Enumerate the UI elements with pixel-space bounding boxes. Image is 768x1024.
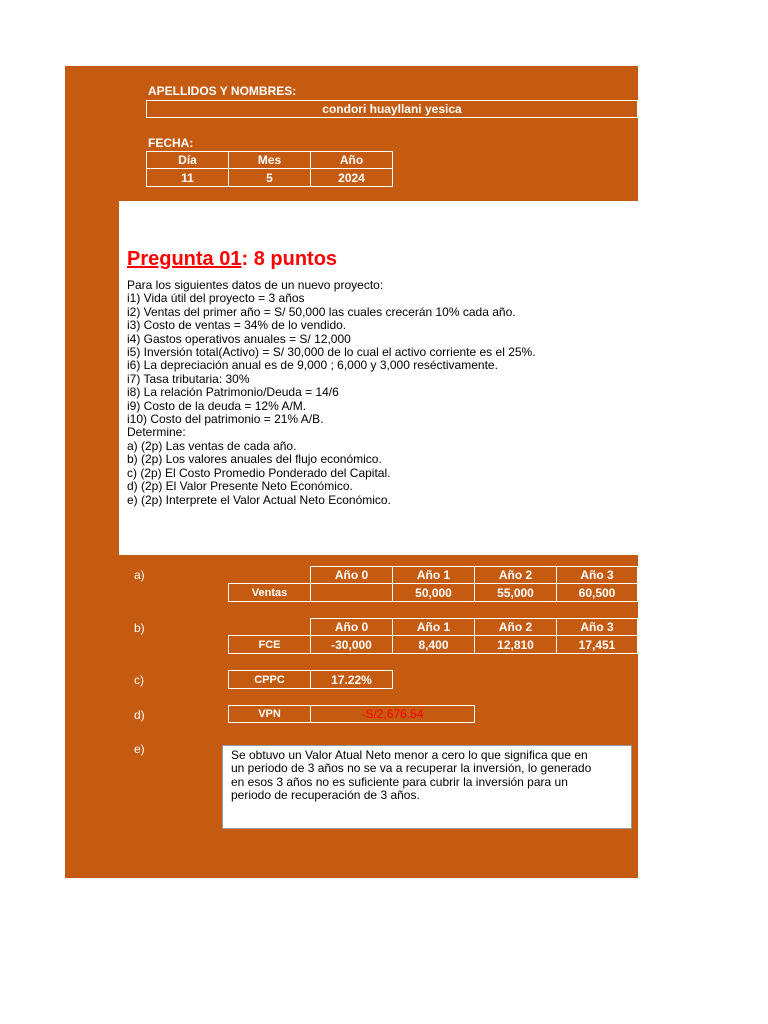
names-field[interactable] bbox=[146, 100, 638, 118]
ventas-year3-cell[interactable]: 60,500 bbox=[556, 583, 638, 602]
interpretation-textbox[interactable] bbox=[222, 745, 632, 829]
a-header-year3: Año 3 bbox=[556, 566, 638, 584]
question-line: i8) La relación Patrimonio/Deuda = 14/6 bbox=[127, 385, 339, 400]
answer-b-label: b) bbox=[134, 621, 145, 635]
answer-e-label: e) bbox=[134, 742, 145, 756]
answer-a-label: a) bbox=[134, 568, 145, 582]
question-text bbox=[127, 279, 632, 507]
b-header-year3: Año 3 bbox=[556, 618, 638, 636]
b-header-year1: Año 1 bbox=[392, 618, 475, 636]
a-header-year0: Año 0 bbox=[310, 566, 393, 584]
interpretation-line: un periodo de 3 años no se va a recuperar la inversión, lo generado bbox=[231, 761, 592, 776]
date-day-cell[interactable]: 11 bbox=[146, 168, 229, 187]
answer-c-label: c) bbox=[134, 673, 144, 687]
question-line: c) (2p) El Costo Promedio Ponderado del Capital. bbox=[127, 465, 391, 480]
question-line: i6) La depreciación anual es de 9,000 ; 6,000 y 3,000 reséctivamente. bbox=[127, 358, 498, 373]
cppc-value-cell[interactable]: 17.22% bbox=[310, 670, 393, 689]
question-line: i2) Ventas del primer año = S/ 50,000 las cuales crecerán 10% cada año. bbox=[127, 304, 516, 319]
question-line: i3) Costo de ventas = 34% de lo vendido. bbox=[127, 318, 347, 333]
b-header-year0: Año 0 bbox=[310, 618, 393, 636]
a-header-year2: Año 2 bbox=[474, 566, 557, 584]
date-header-month: Mes bbox=[228, 151, 311, 169]
question-line: i4) Gastos operativos anuales = S/ 12,000 bbox=[127, 331, 351, 346]
fce-label-cell: FCE bbox=[228, 635, 311, 654]
question-line: i10) Costo del patrimonio = 21% A/B. bbox=[127, 412, 324, 427]
ventas-year0-cell[interactable] bbox=[310, 583, 393, 602]
interpretation-line: Se obtuvo un Valor Atual Neto menor a cero lo que significa que en bbox=[231, 748, 588, 762]
fce-year3-cell[interactable]: 17,451 bbox=[556, 635, 638, 654]
date-year-cell[interactable]: 2024 bbox=[310, 168, 393, 187]
vpn-value-cell[interactable]: -S/2,676.54 bbox=[310, 705, 475, 723]
question-title bbox=[127, 248, 337, 271]
ventas-label-cell: Ventas bbox=[228, 583, 311, 602]
question-line: e) (2p) Interprete el Valor Actual Neto Económico. bbox=[127, 492, 391, 507]
fce-year1-cell[interactable]: 8,400 bbox=[392, 635, 475, 654]
date-header-year: Año bbox=[310, 151, 393, 169]
interpretation-line: en esos 3 años no es suficiente para cubrir la inversión para un bbox=[231, 774, 568, 789]
names-label: APELLIDOS Y NOMBRES: bbox=[148, 84, 297, 98]
fecha-label: FECHA: bbox=[148, 136, 194, 150]
names-value: condori huayllani yesica bbox=[322, 102, 462, 116]
question-line: i7) Tasa tributaria: 30% bbox=[127, 371, 250, 386]
date-header-day: Día bbox=[146, 151, 229, 169]
question-line: i5) Inversión total(Activo) = S/ 30,000 de lo cual el activo corriente es el 25%. bbox=[127, 345, 536, 360]
interpretation-line: periodo de recuperación de 3 años. bbox=[231, 787, 420, 802]
cppc-label-cell: CPPC bbox=[228, 670, 311, 689]
vpn-label-cell: VPN bbox=[228, 705, 311, 723]
question-title-number: Pregunta 01 bbox=[127, 248, 242, 270]
question-line: Determine: bbox=[127, 425, 186, 440]
ventas-year2-cell[interactable]: 55,000 bbox=[474, 583, 557, 602]
answer-d-label: d) bbox=[134, 708, 145, 722]
b-header-year2: Año 2 bbox=[474, 618, 557, 636]
date-month-cell[interactable]: 5 bbox=[228, 168, 311, 187]
question-line: Para los siguientes datos de un nuevo proyecto: bbox=[127, 278, 384, 292]
question-line: i9) Costo de la deuda = 12% A/M. bbox=[127, 398, 307, 413]
fce-year2-cell[interactable]: 12,810 bbox=[474, 635, 557, 654]
question-line: d) (2p) El Valor Presente Neto Económico. bbox=[127, 479, 353, 494]
fce-year0-cell[interactable]: -30,000 bbox=[310, 635, 393, 654]
ventas-year1-cell[interactable]: 50,000 bbox=[392, 583, 475, 602]
a-header-year1: Año 1 bbox=[392, 566, 475, 584]
question-title-points: : 8 puntos bbox=[241, 248, 338, 270]
question-line: i1) Vida útil del proyecto = 3 años bbox=[127, 291, 305, 306]
question-line: b) (2p) Los valores anuales del flujo económico. bbox=[127, 452, 382, 467]
question-line: a) (2p) Las ventas de cada año. bbox=[127, 438, 297, 453]
